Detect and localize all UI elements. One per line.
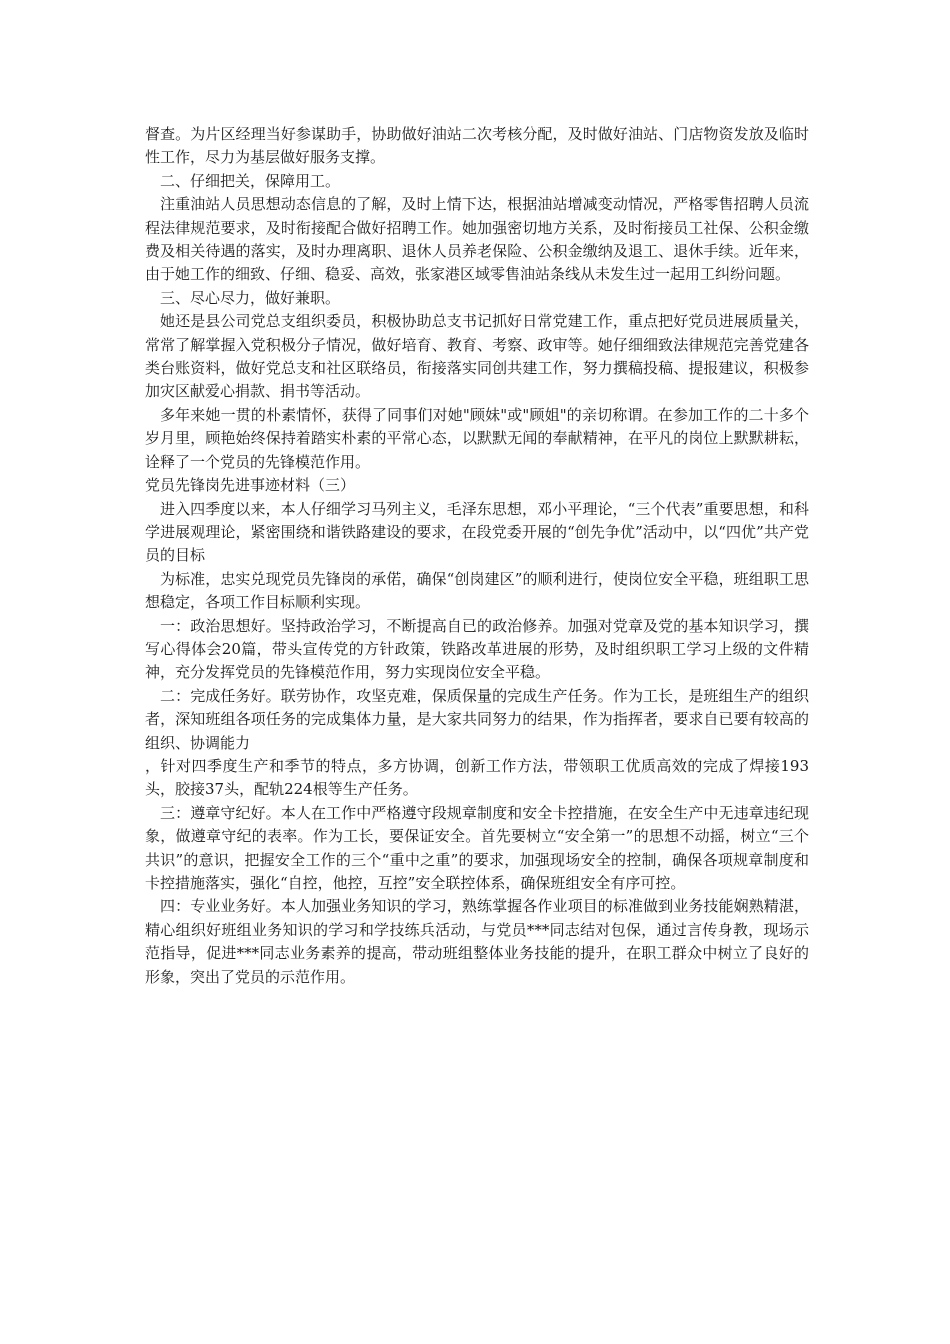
paragraph-8: 进入四季度以来，本人仔细学习马列主义，毛泽东思想，邓小平理论，“三个代表”重要思想，和科学进展观理论，紧密围绕和谐铁路建设的要求，在段党委开展的“创先争优”活动中，以“四优”共产党员的目标 (145, 499, 809, 565)
paragraph-10: 一：政治思想好。坚持政治学习，不断提高自已的政治修养。加强对党章及党的基本知识学习，撰写心得体会20篇，带头宣传党的方针政策，铁路改革进展的形势，及时组织职工学习上级的文件精神，充分发挥党员的先锋模范作用，努力实现岗位安全平稳。 (145, 616, 809, 682)
paragraph-5: 她还是县公司党总支组织委员，积极协助总支书记抓好日常党建工作，重点把好党员进展质量关，常常了解掌握入党积极分子情况，做好培育、教育、考察、政审等。她仔细细致法律规范完善党建各类台账资料，做好党总支和社区联络员，衔接落实同创共建工作，努力撰稿投稿、提报建议，积极参加灾区献爱心捐款、捐书等活动。 (145, 312, 809, 401)
article-title: 党员先锋岗先进事迹材料（三） (145, 476, 356, 495)
paragraph-9: 为标准，忠实兑现党员先锋岗的承偌，确保“创岗建区”的顺利进行，使岗位安全平稳，班组职工思想稳定，各项工作目标顺利实现。 (145, 569, 809, 612)
paragraph-1: 督查。为片区经理当好参谋助手，协助做好油站二次考核分配，及时做好油站、门店物资发放及临时性工作，尽力为基层做好服务支撑。 (145, 125, 809, 167)
paragraph-13: 三：遵章守纪好。本人在工作中严格遵守段规章制度和安全卡控措施，在安全生产中无违章违纪现象，做遵章守纪的表率。作为工长，要保证安全。首先要树立“安全第一”的思想不动摇，树立“三个共识”的意识，把握安全工作的三个“重中之重”的要求，加强现场安全的控制，确保各项规章制度和卡控措施落实，强化“自控，他控，互控”安全联控体系，确保班组安全有序可控。 (145, 803, 809, 892)
section-heading-2: 二、仔细把关，保障用工。 (160, 171, 341, 190)
paragraph-12: ，针对四季度生产和季节的特点，多方协调，创新工作方法，带领职工优质高效的完成了焊接193头，胶接37头，配轨224根等生产任务。 (145, 756, 809, 799)
paragraph-6: 多年来她一贯的朴素情怀，获得了同事们对她"顾妹"或"顾姐"的亲切称谓。在参加工作的二十多个岁月里，顾艳始终保持着踏实朴素的平常心态，以默默无闻的奉献精神，在平凡的岗位上默默耕耘，诠释了一个党员的先锋模范作用。 (145, 405, 809, 471)
paragraph-11: 二：完成任务好。联劳协作，攻坚克难，保质保量的完成生产任务。作为工长，是班组生产的组织者，深知班组各项任务的完成集体力量，是大家共同努力的结果，作为指挥者，要求自已要有较高的组织、协调能力 (145, 686, 809, 752)
paragraph-14: 四：专业业务好。本人加强业务知识的学习，熟练掌握各作业项目的标准做到业务技能娴熟精湛，精心组织好班组业务知识的学习和学技练兵活动，与党员***同志结对包保，通过言传身教，现场示范指导，促进***同志业务素养的提高，带动班组整体业务技能的提升，在职工群众中树立了良好的形象，突出了党员的示范作用。 (145, 897, 809, 986)
document-page (145, 123, 809, 989)
paragraph-3: 注重油站人员思想动态信息的了解，及时上情下达，根据油站增减变动情况，严格零售招聘人员流程法律规范要求，及时衔接配合做好招聘工作。她加强密切地方关系，及时衔接员工社保、公积金缴费及相关待遇的落实，及时办理离职、退休人员养老保险、公积金缴纳及退工、退休手续。近年来，由于她工作的细致、仔细、稳妥、高效，张家港区域零售油站条线从未发生过一起用工纠纷问题。 (145, 195, 809, 284)
section-heading-3: 三、尽心尽力，做好兼职。 (160, 288, 341, 307)
